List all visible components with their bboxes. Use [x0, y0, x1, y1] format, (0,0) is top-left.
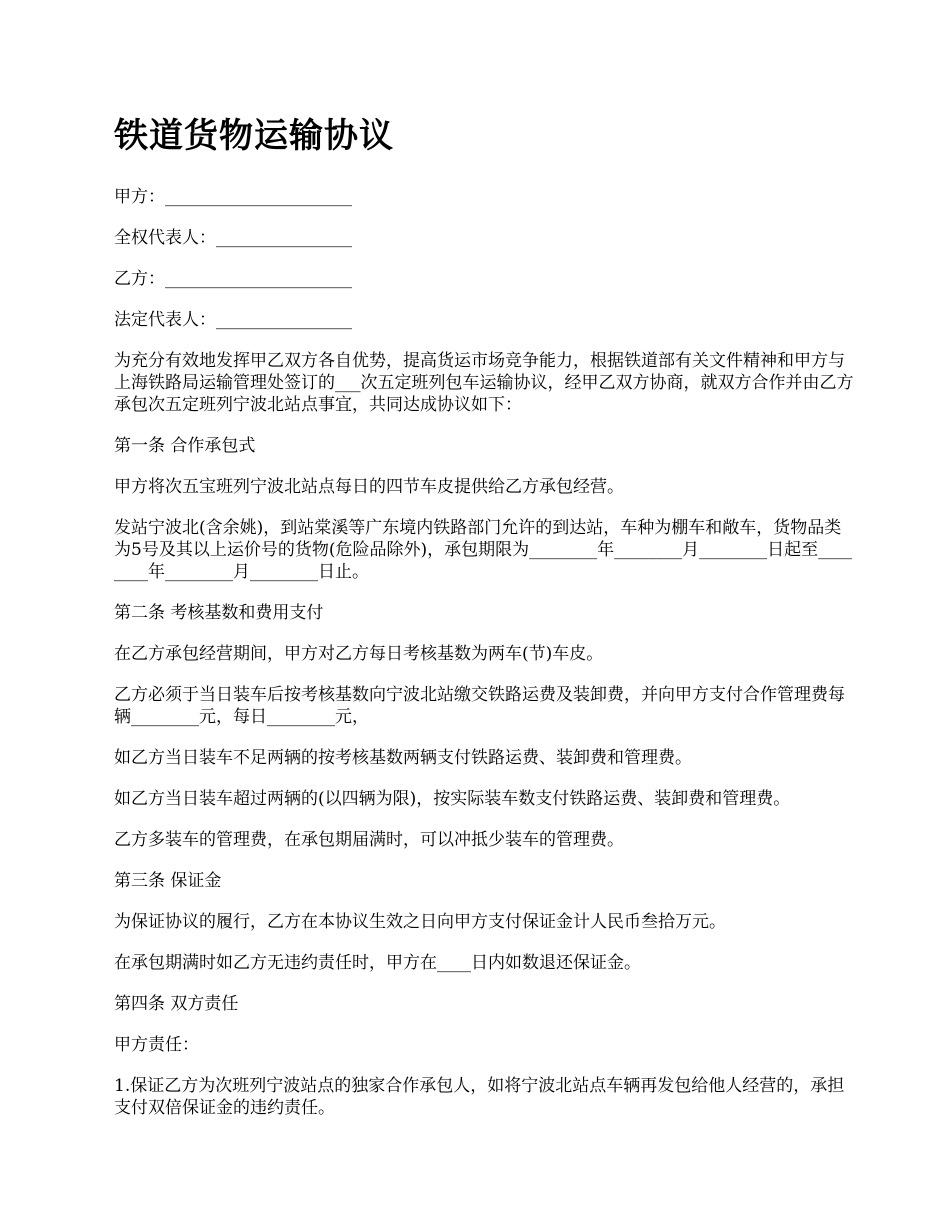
article-2-heading: 第二条 考核基数和费用支付	[114, 603, 324, 623]
document-title: 铁道货物运输协议	[114, 116, 394, 156]
article-3-paragraph-2: 在承包期满时如乙方无违约责任时，甲方在____日内如数退还保证金。	[114, 953, 641, 973]
article-1-paragraph-1: 甲方将次五宝班列宁波北站点每日的四节车皮提供给乙方承包经营。	[114, 477, 624, 497]
article-2-paragraph-3: 如乙方当日装车不足两辆的按考核基数两辆支付铁路运费、装卸费和管理费。	[114, 748, 692, 768]
article-2-paragraph-1: 在乙方承包经营期间，甲方对乙方每日考核基数为两车(节)车皮。	[114, 644, 604, 664]
party-a-responsibility-1: 1.保证乙方为次班列宁波站点的独家合作承包人，如将宁波北站点车辆再发包给他人经营的，承担支付双倍保证金的违约责任。	[114, 1076, 845, 1118]
party-a-responsibilities-label: 甲方责任：	[114, 1035, 199, 1055]
article-2-paragraph-5: 乙方多装车的管理费，在承包期届满时，可以冲抵少装车的管理费。	[114, 830, 624, 850]
article-1-heading: 第一条 合作承包式	[114, 436, 256, 456]
document-page	[114, 112, 854, 1138]
party-a-representative-line: 全权代表人：________________	[114, 228, 352, 248]
article-2-paragraph-4: 如乙方当日装车超过两辆的(以四辆为限)，按实际装车数支付铁路运费、装卸费和管理费。	[114, 789, 791, 809]
party-a-line: 甲方：______________________	[114, 187, 352, 207]
party-b-line: 乙方：______________________	[114, 269, 352, 289]
article-4-heading: 第四条 双方责任	[114, 994, 239, 1014]
article-2-paragraph-2: 乙方必须于当日装车后按考核基数向宁波北站缴交铁路运费及装卸费，并向甲方支付合作管理费每辆________元，每日________元，	[114, 685, 845, 727]
preamble-paragraph: 为充分有效地发挥甲乙双方各自优势，提高货运市场竞争能力，根据铁道部有关文件精神和甲方与上海铁路局运输管理处签订的___次五定班列包车运输协议，经甲乙双方协商，就双方合作并由乙方承包次五定班列宁波北站点事宜，共同达成协议如下：	[114, 351, 854, 415]
article-1-paragraph-2: 发站宁波北(含余姚)，到站棠溪等广东境内铁路部门允许的到达站，车种为棚车和敞车，货物品类为5号及其以上运价号的货物(危险品除外)，承包期限为________年________月________日起至________年________月________日止。	[114, 518, 853, 582]
article-3-paragraph-1: 为保证协议的履行，乙方在本协议生效之日向甲方支付保证金计人民币叁拾万元。	[114, 912, 726, 932]
party-b-legal-representative-line: 法定代表人：________________	[114, 310, 352, 330]
article-3-heading: 第三条 保证金	[114, 871, 222, 891]
